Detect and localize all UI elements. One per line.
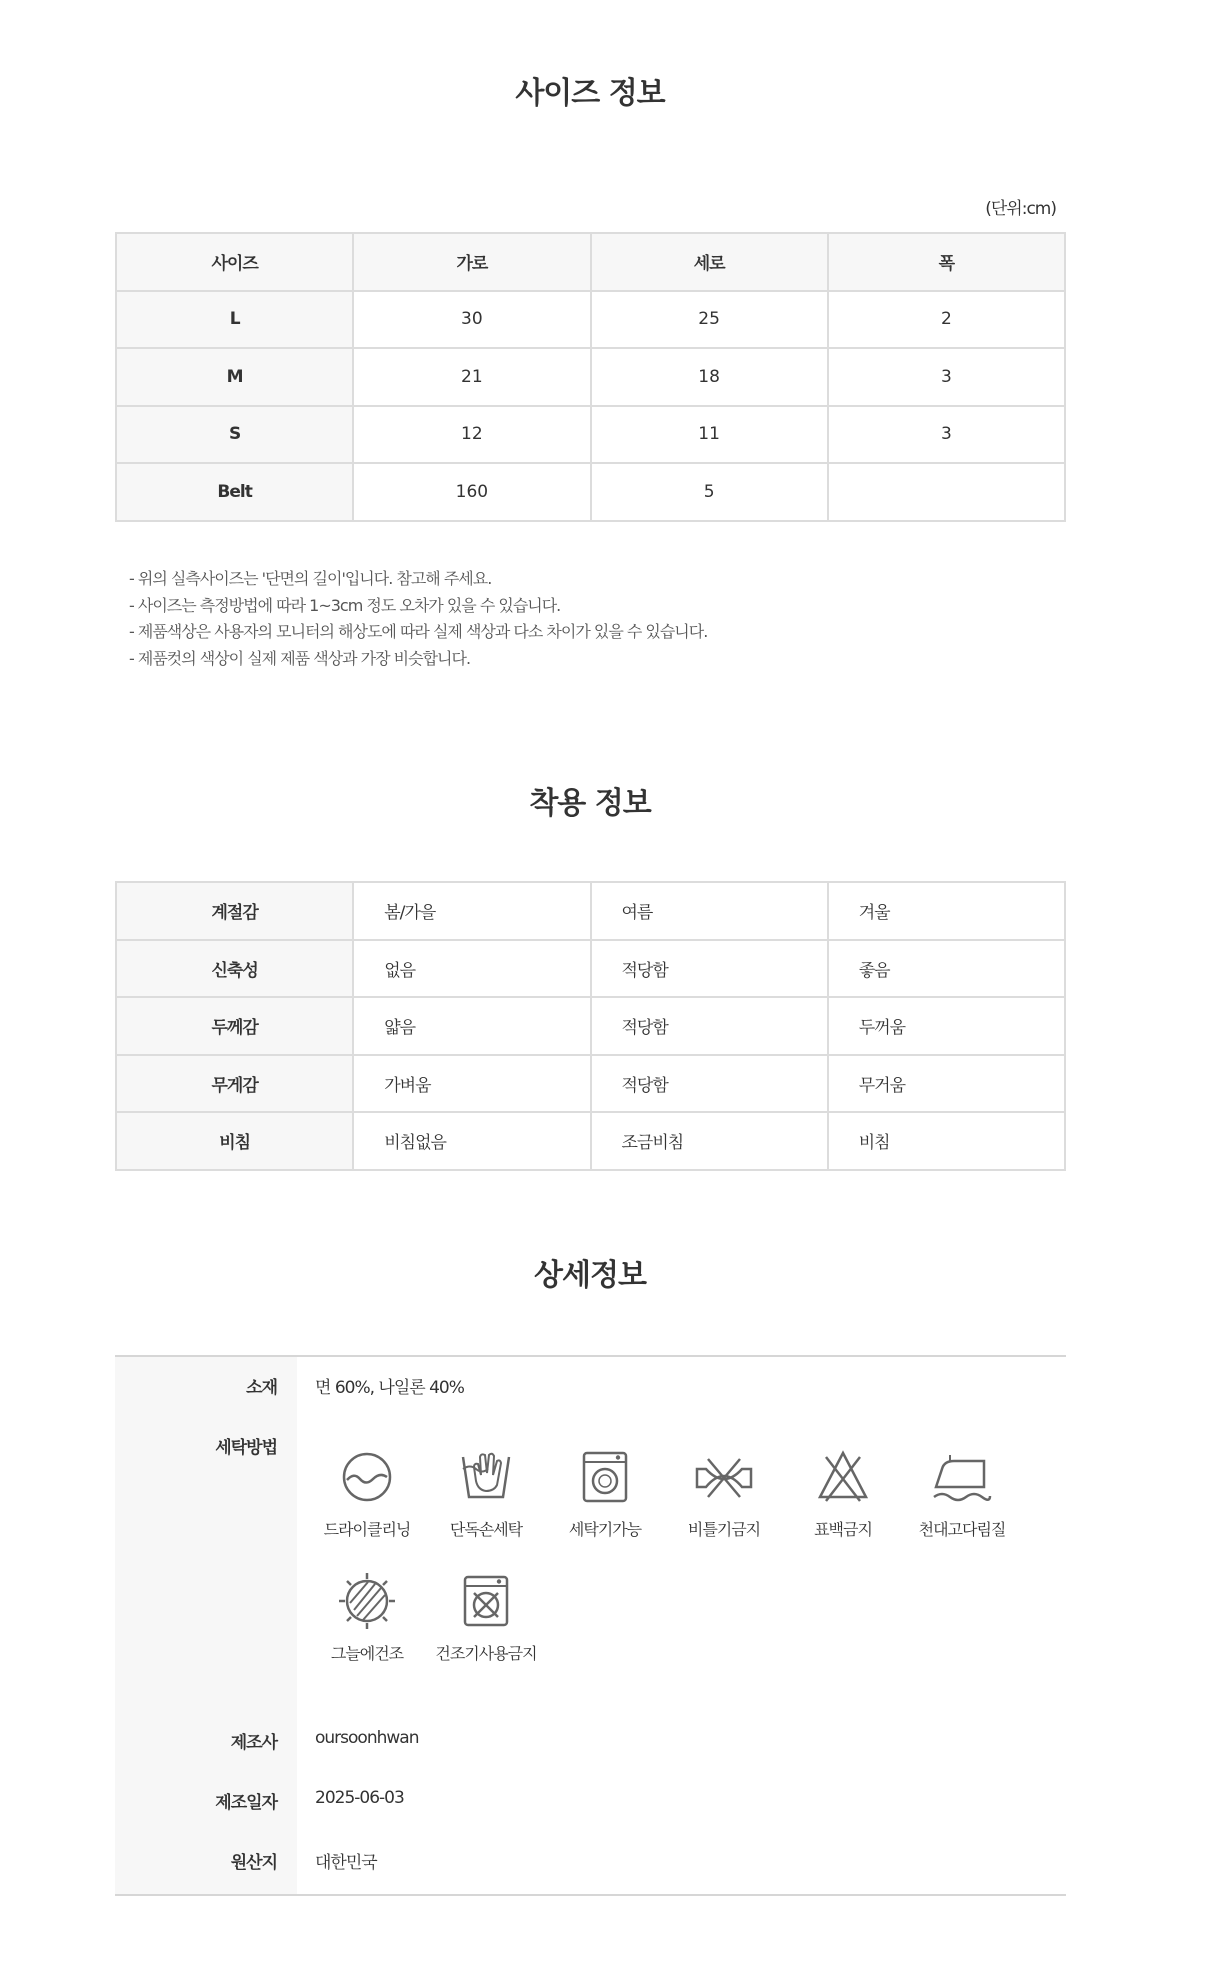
- note-item: - 제품컷의 색상이 실제 제품 색상과 가장 비슷합니다.: [129, 648, 471, 668]
- detail-info-table: [115, 1355, 1066, 1896]
- wear-label: 신축성: [116, 940, 353, 998]
- care-item: [426, 1447, 546, 1540]
- header-depth: 폭: [828, 233, 1065, 291]
- wear-value: 조금비침: [591, 1112, 828, 1170]
- width-cell: 21: [353, 348, 590, 406]
- origin-value: 대한민국: [315, 1853, 377, 1873]
- care-item: [307, 1447, 427, 1540]
- table-row: [116, 463, 1065, 521]
- dry-clean-icon: [337, 1447, 397, 1507]
- detail-info-title: 상세정보: [534, 1258, 646, 1293]
- table-row: [116, 406, 1065, 464]
- maker-value: oursoonhwan: [315, 1728, 419, 1748]
- table-row: [116, 291, 1065, 349]
- wear-value: 얇음: [353, 997, 590, 1055]
- no-bleach-icon: [813, 1447, 873, 1507]
- table-row: [116, 1055, 1065, 1113]
- table-row: [116, 882, 1065, 940]
- material-label: 소재: [246, 1378, 277, 1398]
- size-notes: [129, 566, 707, 672]
- size-cell: Belt: [116, 463, 353, 521]
- note-item: - 사이즈는 측정방법에 따라 1~3cm 정도 오차가 있을 수 있습니다.: [129, 595, 561, 615]
- wear-label: 비침: [116, 1112, 353, 1170]
- wear-table: [115, 881, 1066, 1171]
- table-row: [116, 997, 1065, 1055]
- table-row: [116, 1112, 1065, 1170]
- care-label: 그늘에건조: [330, 1644, 404, 1663]
- wash-label: 세탁방법: [215, 1438, 277, 1458]
- wear-label: 두께감: [116, 997, 353, 1055]
- size-cell: S: [116, 406, 353, 464]
- size-table-header: [116, 233, 1065, 291]
- size-info-title: 사이즈 정보: [515, 76, 665, 111]
- wear-label: 무게감: [116, 1055, 353, 1113]
- material-value: 면 60%, 나일론 40%: [315, 1378, 464, 1398]
- wear-value: 여름: [591, 882, 828, 940]
- wear-value: 적당함: [591, 997, 828, 1055]
- height-cell: 25: [591, 291, 828, 349]
- unit-label: (단위:cm): [985, 199, 1056, 219]
- date-value: 2025-06-03: [315, 1788, 404, 1808]
- depth-cell: 3: [828, 348, 1065, 406]
- width-cell: 12: [353, 406, 590, 464]
- wear-value: 적당함: [591, 1055, 828, 1113]
- care-item: [664, 1447, 784, 1540]
- size-cell: M: [116, 348, 353, 406]
- origin-label: 원산지: [230, 1853, 277, 1873]
- care-label: 드라이클리닝: [323, 1520, 411, 1539]
- care-label: 비틀기금지: [687, 1520, 761, 1539]
- header-height: 세로: [591, 233, 828, 291]
- wear-value: 없음: [353, 940, 590, 998]
- height-cell: 18: [591, 348, 828, 406]
- wear-value: 봄/가을: [353, 882, 590, 940]
- no-wring-icon: [694, 1447, 754, 1507]
- table-row: [116, 940, 1065, 998]
- washing-machine-icon: [575, 1447, 635, 1507]
- date-label: 제조일자: [215, 1793, 277, 1813]
- care-label: 표백금지: [814, 1520, 872, 1539]
- depth-cell: 2: [828, 291, 1065, 349]
- care-item: [783, 1447, 903, 1540]
- wear-value: 좋음: [828, 940, 1065, 998]
- width-cell: 160: [353, 463, 590, 521]
- care-item: [902, 1447, 1022, 1540]
- care-label: 단독손세탁: [449, 1520, 523, 1539]
- wear-value: 겨울: [828, 882, 1065, 940]
- wear-label: 계절감: [116, 882, 353, 940]
- wear-value: 두꺼움: [828, 997, 1065, 1055]
- wear-value: 적당함: [591, 940, 828, 998]
- header-width: 가로: [353, 233, 590, 291]
- size-table: [115, 232, 1066, 522]
- care-item: [545, 1447, 665, 1540]
- care-item: [426, 1571, 546, 1664]
- wear-value: 가벼움: [353, 1055, 590, 1113]
- care-label: 건조기사용금지: [435, 1644, 537, 1663]
- maker-label: 제조사: [230, 1733, 277, 1753]
- height-cell: 5: [591, 463, 828, 521]
- height-cell: 11: [591, 406, 828, 464]
- care-label: 천대고다림질: [918, 1520, 1006, 1539]
- width-cell: 30: [353, 291, 590, 349]
- table-row: [116, 348, 1065, 406]
- header-size: 사이즈: [116, 233, 353, 291]
- wear-value: 비침없음: [353, 1112, 590, 1170]
- iron-with-cloth-icon: [932, 1447, 992, 1507]
- depth-cell: 3: [828, 406, 1065, 464]
- depth-cell: [828, 463, 1065, 521]
- care-label: 세탁기가능: [568, 1520, 642, 1539]
- size-cell: L: [116, 291, 353, 349]
- hand-wash-icon: [456, 1447, 516, 1507]
- note-item: - 제품색상은 사용자의 모니터의 해상도에 따라 실제 색상과 다소 차이가 있을 수 있습니다.: [129, 622, 708, 641]
- wear-info-title: 착용 정보: [529, 786, 651, 821]
- no-tumble-dry-icon: [456, 1571, 516, 1631]
- care-item: [307, 1571, 427, 1664]
- wear-value: 비침: [828, 1112, 1065, 1170]
- shade-dry-icon: [337, 1571, 397, 1631]
- note-item: - 위의 실측사이즈는 '단면의 길이'입니다. 참고해 주세요.: [129, 569, 492, 588]
- wear-value: 무거움: [828, 1055, 1065, 1113]
